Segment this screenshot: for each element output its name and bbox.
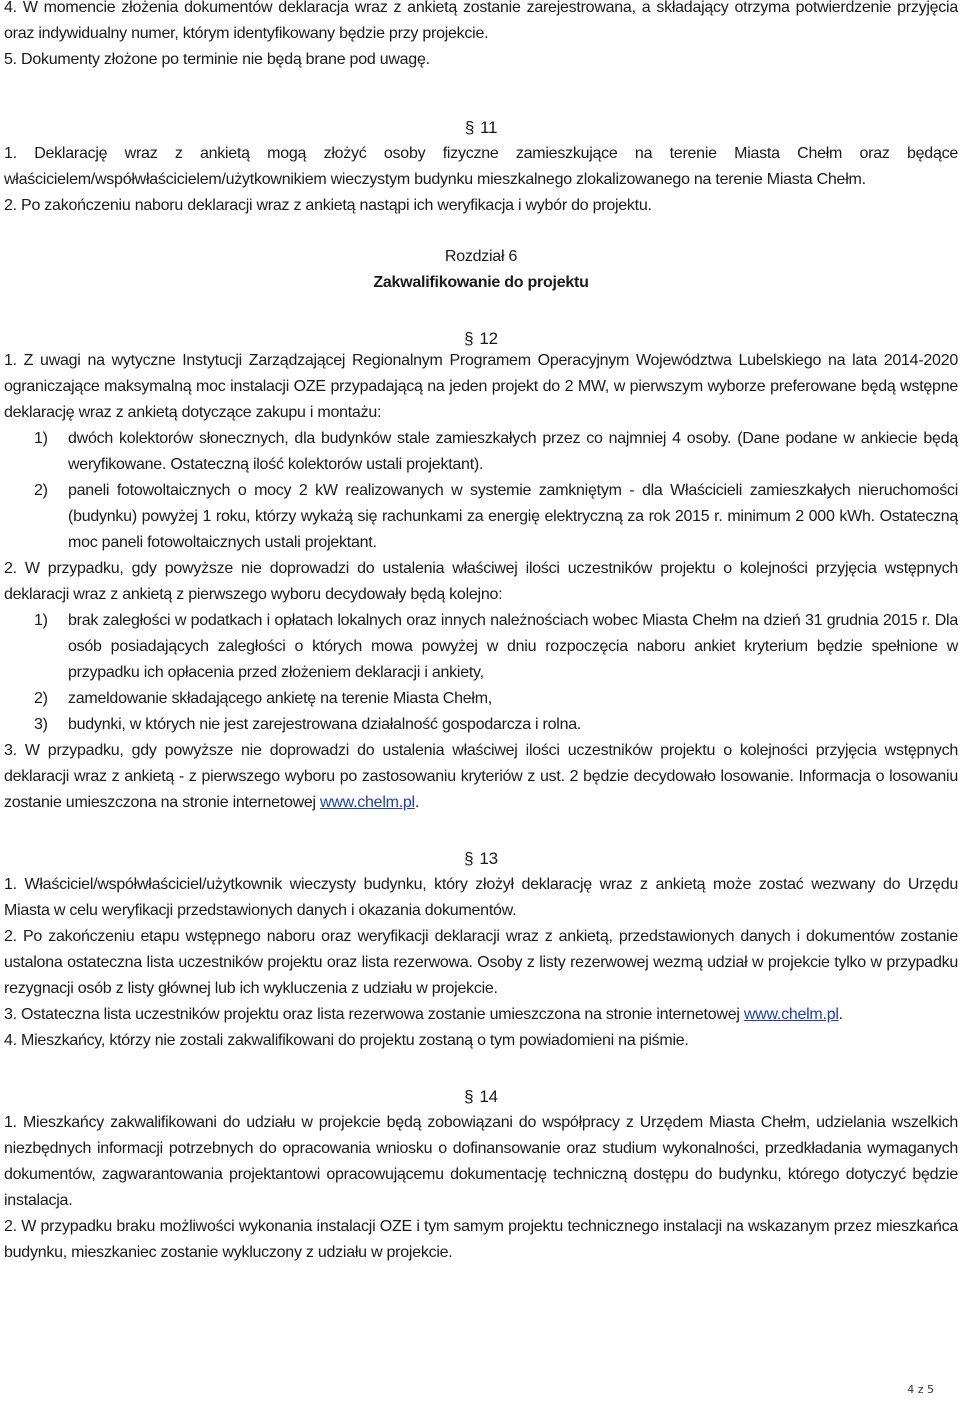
s14-paragraph-2: 2. W przypadku braku możliwości wykonania instalacji OZE i tym samym projektu technicznego instalacji na wskazanym przez mieszkańca budynku, mieszkaniec zostanie wykluczony z udziału w projekcie. xyxy=(4,1218,958,1261)
list-text: budynki, w których nie jest zarejestrowana działalność gospodarcza i rolna. xyxy=(68,716,582,733)
section-symbol: § xyxy=(464,329,474,348)
chelm-website-link[interactable]: www.chelm.pl xyxy=(320,794,415,811)
section-number: 11 xyxy=(480,118,498,137)
s14-paragraph-1: 1. Mieszkańcy zakwalifikowani do udziału w projekcie będą zobowiązani do współpracy z Urzędem Miasta Chełm, udzielania wszelkich niezbędnych informacji potrzebnych do opracowania wniosku o dofinansowanie oraz studium wykonalności, przedkładania wymaganych dokumentów, zagwarantowania projektantowi opracowującemu dokumentację techniczną dostępu do budynku, którego dotyczyć będzie instalacja. xyxy=(4,1114,958,1209)
list-text: paneli fotowoltaicznych o mocy 2 kW realizowanych w systemie zamkniętym - dla Właścicieli zamieszkałych nieruchomości (budynku) powyżej 1 roku, którzy wykażą się rachunkami za energię elektryczną za rok 2015 r. minimum 2 000 kWh. Ostateczną moc paneli fotowoltaicznych ustali projektant. xyxy=(68,482,958,551)
list-number: 1) xyxy=(34,430,48,447)
section-symbol: § xyxy=(464,118,475,137)
list-item xyxy=(4,426,958,478)
s11-paragraph-1: 1. Deklarację wraz z ankietą mogą złożyć osoby fizyczne zamieszkujące na terenie Miasta Chełm oraz będące właścicielem/współwłaścicielem/użytkownikiem wieczystym budynku mieszkalnego zlokalizowanego na terenie Miasta Chełm. xyxy=(4,145,958,188)
section-13-heading xyxy=(4,846,958,872)
section-11-heading xyxy=(4,115,958,141)
list-item xyxy=(4,608,958,686)
paragraph-text: 3. W przypadku, gdy powyższe nie doprowadzi do ustalenia właściwej ilości uczestników projektu o kolejności przyjęcia wstępnych deklaracji wraz z ankietą - z pierwszego wyboru po zastosowaniu kryteriów z ust. 2 będzie decydowało losowanie. Informacja o losowaniu zostanie umieszczona na stronie internetowej xyxy=(4,742,958,811)
paragraph-end: . xyxy=(838,1006,843,1023)
chapter-subtitle: Zakwalifikowanie do projektu xyxy=(373,274,589,291)
s13-paragraph-4: 4. Mieszkańcy, którzy nie zostali zakwalifikowani do projektu zostaną o tym powiadomieni na piśmie. xyxy=(4,1032,689,1049)
paragraph-end: . xyxy=(414,794,420,811)
list-item xyxy=(4,686,958,712)
s12-paragraph-1: 1. Z uwagi na wytyczne Instytucji Zarządzającej Regionalnym Programem Operacyjnym Województwa Lubelskiego na lata 2014-2020 ograniczające maksymalną moc instalacji OZE przypadającą na jeden projekt do 2 MW, w pierwszym wyborze preferowane będą wstępne deklarację wraz z ankietą dotyczące zakupu i montażu: xyxy=(4,352,958,421)
s12-paragraph-3 xyxy=(4,738,958,816)
chelm-website-link[interactable]: www.chelm.pl xyxy=(743,1006,839,1023)
list-text: zameldowanie składającego ankietę na terenie Miasta Chełm, xyxy=(68,690,492,707)
section-number: 14 xyxy=(479,1087,498,1106)
list-text: dwóch kolektorów słonecznych, dla budynków stale zamieszkałych przez co najmniej 4 osoby. (Dane podane w ankiecie będą weryfikowane. Ostateczną ilość kolektorów ustali projektant). xyxy=(68,430,958,473)
page-number: 4 z 5 xyxy=(907,1383,934,1396)
section-symbol: § xyxy=(464,1087,474,1106)
list-number: 2) xyxy=(34,690,48,707)
list-item xyxy=(4,478,958,556)
s12-paragraph-2: 2. W przypadku, gdy powyższe nie doprowadzi do ustalenia właściwej ilości uczestników projektu o kolejności przyjęcia wstępnych deklaracji wraz z ankietą z pierwszego wyboru decydowały będą kolejno: xyxy=(4,560,958,603)
list-item xyxy=(4,712,958,738)
s11-paragraph-2: 2. Po zakończeniu naboru deklaracji wraz z ankietą nastąpi ich weryfikacja i wybór do projektu. xyxy=(4,197,652,214)
list-number: 2) xyxy=(34,482,48,499)
s13-paragraph-3 xyxy=(4,1002,958,1028)
paragraph-5: 5. Dokumenty złożone po terminie nie będą brane pod uwagę. xyxy=(4,51,430,68)
chapter-title: Rozdział 6 xyxy=(444,248,518,265)
list-number: 3) xyxy=(34,716,48,733)
s13-paragraph-2: 2. Po zakończeniu etapu wstępnego naboru oraz weryfikacji deklaracji wraz z ankietą, przedstawionych danych i dokumentów zostanie ustalona ostateczna lista uczestników projektu oraz lista rezerwowa. Osoby z listy rezerwowej wezmą udział w projekcie tylko w przypadku rezygnacji osób z listy głównej lub ich wykluczenia z udziału w projekcie. xyxy=(4,928,958,997)
list-text: brak zaległości w podatkach i opłatach lokalnych oraz innych należnościach wobec Miasta Chełm na dzień 31 grudnia 2015 r. Dla osób posiadających zaległości o których mowa powyżej w dniu rozpoczęcia naboru ankiet kryterium będzie spełnione w przypadku ich opłacenia przed złożeniem deklaracji i ankiety, xyxy=(68,612,958,681)
list-number: 1) xyxy=(34,612,48,629)
document-page xyxy=(4,0,958,1266)
section-14-heading xyxy=(4,1084,958,1110)
section-symbol: § xyxy=(464,849,474,868)
section-number: 13 xyxy=(479,849,498,868)
section-number: 12 xyxy=(479,329,498,348)
paragraph-4: 4. W momencie złożenia dokumentów deklaracja wraz z ankietą zostanie zarejestrowana, a składający otrzyma potwierdzenie przyjęcia oraz indywidualny numer, którym identyfikowany będzie przy projekcie. xyxy=(4,0,958,42)
s13-paragraph-1: 1. Właściciel/współwłaściciel/użytkownik wieczysty budynku, który złożył deklarację wraz z ankietą może zostać wezwany do Urzędu Miasta w celu weryfikacji przedstawionych danych i okazania dokumentów. xyxy=(4,876,958,919)
paragraph-text: 3. Ostateczna lista uczestników projektu oraz lista rezerwowa zostanie umieszczona na stronie internetowej xyxy=(4,1006,744,1023)
